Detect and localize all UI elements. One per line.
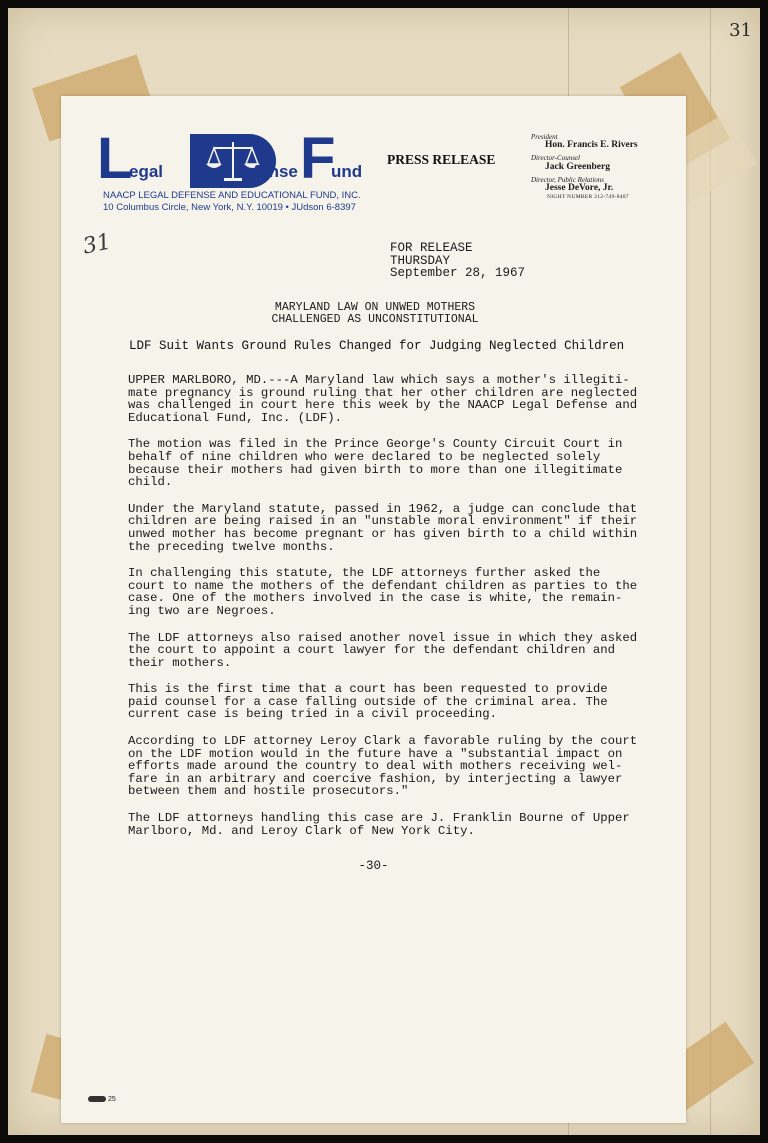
officer-title: Director, Public Relations (531, 175, 605, 184)
org-name: NAACP LEGAL DEFENSE AND EDUCATIONAL FUND, INC. (103, 190, 361, 201)
logo-letter-f: F (300, 126, 336, 191)
paragraph: The LDF attorneys also raised another novel issue in which they asked the court to appoint a court lawyer for the defendant children and their mothers. (128, 630, 638, 670)
press-release-sheet (61, 96, 686, 1123)
officer-name: Hon. Francis E. Rivers (545, 140, 638, 151)
logo-word-egal: egal (129, 162, 164, 181)
article-body (128, 374, 648, 851)
release-line: September 28, 1967 (390, 266, 526, 280)
logo-letter-l: L (97, 126, 133, 191)
logo-word-efense: efense (244, 162, 298, 181)
headline-line-1: MARYLAND LAW ON UNWED MOTHERS (274, 301, 476, 314)
end-mark: -30- (358, 859, 389, 873)
archive-page-number: 31 (729, 20, 752, 41)
handwritten-number: 31 (80, 229, 114, 260)
paragraph: According to LDF attorney Leroy Clark a favorable ruling by the court on the LDF motion would in the future have a "substantial impact on efforts made around the country to deal with mothers receiving wel- fare in an arbitrary and coercive fashion, by interjecting a lawyer between them and hostile prosecutors." (128, 734, 638, 799)
officer-name: Jack Greenberg (545, 161, 610, 172)
officer-name: Jesse DeVore, Jr. (545, 182, 614, 193)
logo-word-und: und (331, 162, 363, 181)
printer-mark-number: 25 (107, 1096, 116, 1103)
org-address: 10 Columbus Circle, New York, N.Y. 10019 • JUdson 6-8397 (103, 202, 356, 213)
archive-mount (8, 8, 760, 1135)
officer-title: Director-Counsel (531, 154, 580, 163)
officer-title: President (531, 133, 558, 141)
union-bug-icon (88, 1096, 106, 1102)
printer-mark (88, 1096, 116, 1103)
paragraph: This is the first time that a court has been requested to provide paid counsel for a case falling outside of the criminal area. The current case is being tried in a civil proceeding. (128, 682, 608, 722)
headline-line-2: CHALLENGED AS UNCONSTITUTIONAL (271, 313, 479, 326)
paragraph: The motion was filed in the Prince George's County Circuit Court in behalf of nine children who were declared to be neglected solely because their mothers had given birth to more than one illegitimate child. (128, 437, 623, 490)
officers-list (531, 134, 681, 201)
paragraph: The LDF attorneys handling this case are J. Franklin Bourne of Upper Marlboro, Md. and Leroy Clark of New York City. (128, 811, 630, 838)
press-release-label: PRESS RELEASE (387, 152, 496, 167)
night-number: NIGHT NUMBER 212-749-8487 (547, 193, 629, 200)
release-date-block (390, 242, 525, 280)
subheadline: LDF Suit Wants Ground Rules Changed for Judging Neglected Children (129, 339, 625, 353)
paragraph: Under the Maryland statute, passed in 1962, a judge can conclude that children are being raised in an "unstable moral environment" if their unwed mother has become pregnant or has given birth to a child within the preceding twelve months. (128, 501, 638, 554)
paragraph: UPPER MARLBORO, MD.---A Maryland law which says a mother's illegiti- mate pregnancy is ground ruling that her other children are neglected was challenged in court here this week by the NAACP Legal Defense and Educational Fund, Inc. (LDF). (128, 373, 638, 425)
paragraph: In challenging this statute, the LDF attorneys further asked the court to name the mothers of the defendant children as parties to the case. One of the mothers involved in the case is white, the remain- ing two are Negroes. (128, 566, 638, 618)
release-line: FOR RELEASE (390, 241, 473, 255)
release-line: THURSDAY (390, 253, 451, 268)
